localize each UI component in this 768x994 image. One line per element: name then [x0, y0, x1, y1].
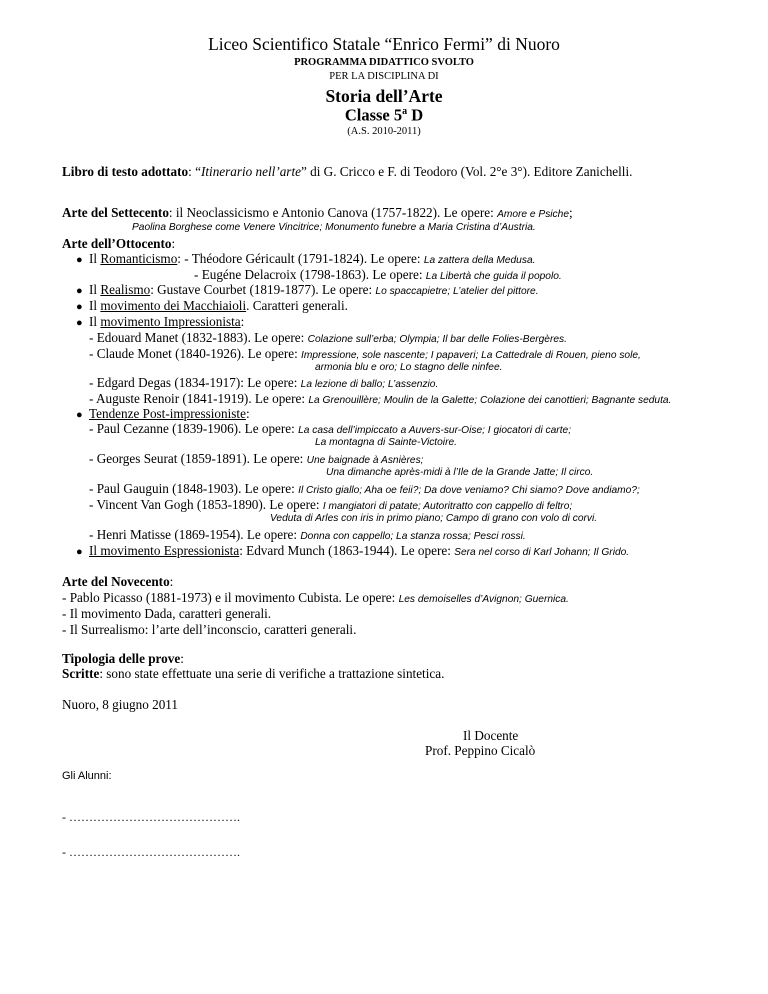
- realismo-line: [89, 282, 539, 298]
- macc-text: . Caratteri generali.: [246, 298, 348, 313]
- bullet-icon: ●: [76, 285, 83, 297]
- vangogh-works2: Veduta di Arles con iris in primo piano; Campo di grano con volo di corvi.: [270, 513, 598, 524]
- manet-works: Colazione sull’erba; Olympia; Il bar delle Folies-Bergères.: [307, 334, 567, 345]
- dada-line: - Il movimento Dada, caratteri generali.: [62, 606, 272, 621]
- textbook-sep: : “: [188, 164, 201, 179]
- textbook-title: Itinerario nell’arte: [200, 164, 301, 179]
- cezanne-works1: La casa dell’impiccato a Auvers-sur-Oise; I giocatori di carte;: [298, 425, 572, 436]
- matisse-works: Donna con cappello; La stanza rossa; Pesci rossi.: [300, 531, 526, 542]
- bullet-icon: ●: [76, 301, 83, 313]
- macc-pre: Il: [89, 298, 101, 313]
- vangogh-works1: I mangiatori di patate; Autoritratto con cappello di feltro;: [322, 501, 573, 512]
- espressionista-line: [89, 543, 629, 559]
- gauguin-works: Il Cristo giallo; Aha oe feii?; Da dove veniamo? Chi siamo? Dove andiamo?;: [298, 485, 640, 496]
- class-label: Classe 5: [344, 105, 403, 125]
- picasso-text: - Pablo Picasso (1881-1973) e il movimento Cubista. Le opere:: [62, 590, 399, 605]
- post-impressioniste-line: [89, 406, 250, 421]
- textbook-rest: ” di G. Cricco e F. di Teodoro (Vol. 2°e 3°). Editore Zanichelli.: [300, 164, 633, 179]
- subject-title: Storia dell’Arte: [325, 86, 443, 106]
- espressionista-text: Il movimento Espressionista: [89, 543, 240, 558]
- gauguin-line: [89, 481, 640, 497]
- degas-text: - Edgard Degas (1834-1917): Le opere:: [89, 375, 301, 390]
- settecento-line: [62, 205, 573, 221]
- delacroix-works: La Libertà che guida il popolo.: [425, 271, 562, 282]
- gauguin-text: - Paul Gauguin (1848-1903). Le opere:: [89, 481, 299, 496]
- settecento-text: : il Neoclassicismo e Antonio Canova (1757-1822). Le opere:: [168, 205, 498, 220]
- real-pre: Il: [89, 282, 101, 297]
- renoir-text: - Auguste Renoir (1841-1919). Le opere:: [89, 391, 309, 406]
- degas-line: [89, 375, 438, 391]
- class-title: [0, 106, 768, 125]
- macchiaioli-text: movimento dei Macchiaioli: [100, 298, 247, 313]
- cezanne-line: [89, 421, 571, 437]
- bullet-icon: ●: [76, 546, 83, 558]
- espr-works: Sera nel corso di Karl Johann; Il Grido.: [454, 547, 630, 558]
- rom-works: La zattera della Medusa.: [423, 255, 536, 266]
- bullet-icon: ●: [76, 409, 83, 421]
- espr-text: : Edvard Munch (1863-1944). Le opere:: [239, 543, 455, 558]
- vangogh-line: [89, 497, 572, 513]
- bullet-icon: ●: [76, 254, 83, 266]
- romanticismo-link-text: Romanticismo: [100, 251, 178, 266]
- docente-name: Prof. Peppino Cicalò: [425, 743, 536, 758]
- settecento-works2: Paolina Borghese come Venere Vincitrice; Monumento funebre a Maria Cristina d’Austria.: [132, 222, 536, 233]
- surrealismo-line: - Il Surrealismo: l’arte dell’inconscio, caratteri generali.: [62, 622, 357, 637]
- vangogh-text: - Vincent Van Gogh (1853-1890). Le opere:: [89, 497, 323, 512]
- real-works: Lo spaccapietre; L’atelier del pittore.: [375, 286, 539, 297]
- imp-colon: :: [240, 314, 245, 329]
- prove-heading: [62, 651, 184, 666]
- monet-line: [89, 346, 641, 362]
- degas-works: La lezione di ballo; L’assenzio.: [300, 379, 439, 390]
- ottocento-heading: [62, 236, 175, 251]
- post-colon: :: [245, 406, 250, 421]
- textbook-label: Libro di testo adottato: [62, 164, 189, 179]
- scritte-text: : sono state effettuate una serie di verifiche a trattazione sintetica.: [99, 666, 445, 681]
- scritte-label: Scritte: [62, 666, 100, 681]
- date-line: Nuoro, 8 giugno 2011: [62, 697, 178, 712]
- renoir-line: [89, 391, 671, 407]
- alunni-label: Gli Alunni:: [62, 770, 112, 782]
- imp-pre: Il: [89, 314, 101, 329]
- romanticismo-line: [89, 251, 535, 267]
- manet-line: [89, 330, 567, 346]
- manet-text: - Edouard Manet (1832-1883). Le opere:: [89, 330, 308, 345]
- scritte-line: [62, 666, 444, 681]
- signature-line-1: - …………………………………….: [62, 810, 240, 824]
- rom-text: : - Théodore Géricault (1791-1824). Le opere:: [177, 251, 424, 266]
- novecento-label: Arte del Novecento: [62, 574, 170, 589]
- novecento-heading: [62, 574, 173, 589]
- program-title: PROGRAMMA DIDATTICO SVOLTO: [294, 57, 474, 68]
- ottocento-label: Arte dell’Ottocento: [62, 236, 172, 251]
- delacroix-text: - Eugéne Delacroix (1798-1863). Le opere:: [194, 267, 426, 282]
- rom-pre: Il: [89, 251, 101, 266]
- picasso-works: Les demoiselles d’Avignon; Guernica.: [398, 594, 569, 605]
- monet-works2: armonia blu e oro; Lo stagno delle ninfee.: [315, 362, 503, 373]
- realismo-text: Realismo: [100, 282, 151, 297]
- school-name: Liceo Scientifico Statale “Enrico Fermi” di Nuoro: [208, 34, 560, 54]
- discipline-intro: PER LA DISCIPLINA DI: [329, 71, 439, 82]
- matisse-text: - Henri Matisse (1869-1954). Le opere:: [89, 527, 301, 542]
- impressionista-text: movimento Impressionista: [100, 314, 241, 329]
- post-impressioniste-text: Tendenze Post-impressioniste: [89, 406, 246, 421]
- delacroix-line: [194, 267, 562, 283]
- class-section: D: [407, 105, 424, 125]
- cezanne-works2: La montagna di Sainte-Victoire.: [315, 437, 457, 448]
- signature-line-2: - …………………………………….: [62, 845, 240, 859]
- cezanne-text: - Paul Cezanne (1839-1906). Le opere:: [89, 421, 299, 436]
- prove-label: Tipologia delle prove: [62, 651, 181, 666]
- school-year: (A.S. 2010-2011): [347, 126, 421, 137]
- seurat-works2: Una dimanche après-midi à l’Ile de la Grande Jatte; Il circo.: [326, 467, 594, 478]
- impressionista-line: [89, 314, 244, 329]
- renoir-works: La Grenouillère; Moulin de la Galette; Colazione dei canottieri; Bagnante seduta.: [308, 395, 672, 406]
- settecento-works1: Amore e Psiche: [497, 209, 569, 220]
- monet-works1: Impressione, sole nascente; I papaveri; La Cattedrale di Rouen, pieno sole,: [301, 350, 641, 361]
- settecento-label: Arte del Settecento: [62, 205, 169, 220]
- settecento-sep: ;: [569, 205, 573, 220]
- seurat-works1: Une baignade à Asnières;: [306, 455, 424, 466]
- picasso-line: [62, 590, 569, 606]
- macchiaioli-line: [89, 298, 348, 313]
- textbook-line: [62, 164, 632, 179]
- bullet-icon: ●: [76, 317, 83, 329]
- seurat-line: [89, 451, 424, 467]
- matisse-line: [89, 527, 526, 543]
- seurat-text: - Georges Seurat (1859-1891). Le opere:: [89, 451, 307, 466]
- docente-title: Il Docente: [463, 728, 519, 743]
- class-sup: a: [402, 106, 408, 117]
- prove-colon: :: [180, 651, 184, 666]
- ottocento-colon: :: [171, 236, 176, 251]
- real-text: : Gustave Courbet (1819-1877). Le opere:: [150, 282, 376, 297]
- novecento-colon: :: [169, 574, 174, 589]
- monet-text: - Claude Monet (1840-1926). Le opere:: [89, 346, 302, 361]
